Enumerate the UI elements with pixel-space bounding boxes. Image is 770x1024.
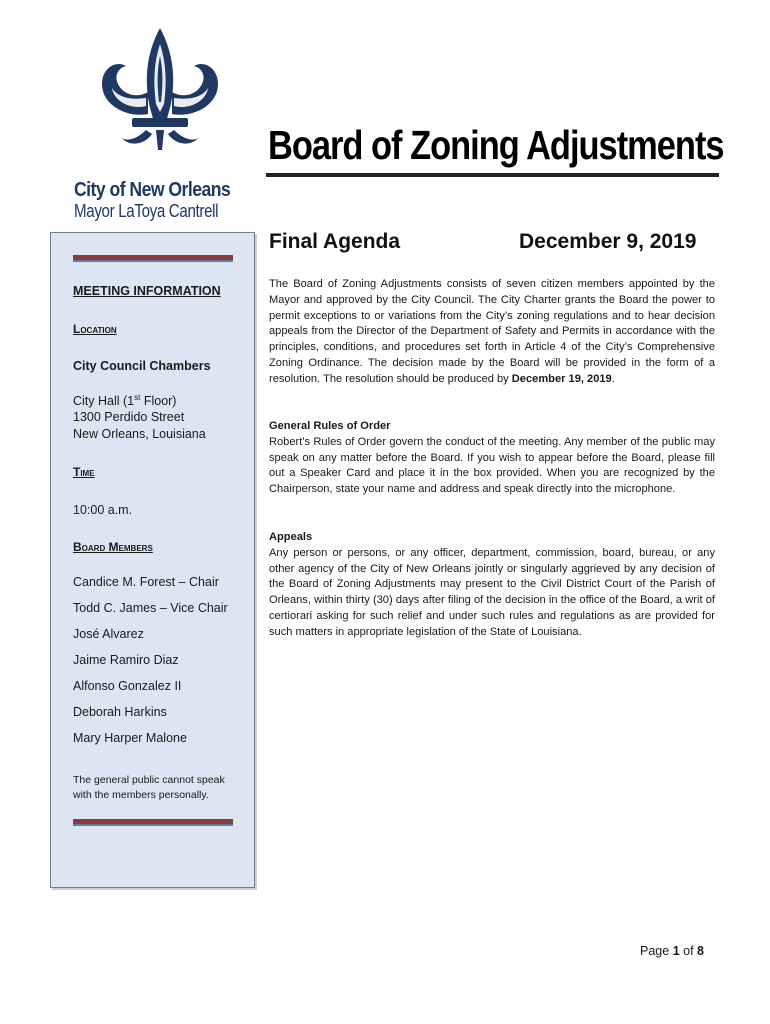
page-number: Page 1 of 8: [640, 944, 704, 958]
time-value: 10:00 a.m.: [73, 503, 133, 517]
public-note: The general public cannot speak with the members personally.: [73, 774, 225, 801]
intro-paragraph: The Board of Zoning Adjustments consists of seven citizen members appointed by the Mayor and approved by the City Council. The City Charter grants the Board the power to permit exceptions to or variations from the City’s zoning regulations and to hear decision appeals from the Director of the Department of Safety and Permits in accordance with the principles, conditions, and procedures set forth in Article 4 of the City’s Comprehensive Zoning Ordinance. The decision made by the Board will be provided in the form of a resolution. The resolution should be produced by December 19, 2019.: [269, 278, 715, 385]
appeals-title: Appeals: [269, 531, 313, 543]
address-line-3: New Orleans, Louisiana: [73, 427, 206, 441]
member-item: Mary Harper Malone: [73, 731, 187, 745]
rules-text: Robert’s Rules of Order govern the conduct of the meeting. Any member of the public may speak on any matter before the Board. If you wish to appear before the Board, please fill out a Speaker Card and place it in the box provided. When you are recognized by the Chairperson, state your name and address and speak directly into the microphone.: [269, 435, 715, 496]
sidebar-top-divider: [73, 255, 233, 262]
member-item: Candice M. Forest – Chair: [73, 575, 219, 589]
member-item: Alfonso Gonzalez II: [73, 679, 182, 693]
agenda-heading: Final Agenda: [269, 230, 401, 253]
members-heading: Board Members: [73, 540, 153, 554]
appeals-text: Any person or persons, or any officer, department, commission, board, bureau, or any other agency of the City of New Orleans jointly or singularly aggrieved by any decision of the Board of Zoning Adjustments may present to the Civil District Court of the Parish of Orleans, within thirty (30) days after filing of the decision in the office of the Board, a writ of certiorari asking for such relief and under such rules and regulations as are provided for such matters in appropriate legislation of the State of Louisiana.: [269, 546, 715, 638]
fleur-de-lis-icon: [88, 26, 233, 154]
page-title: Board of Zoning Adjustments: [268, 122, 724, 168]
member-item: Todd C. James – Vice Chair: [73, 601, 228, 615]
member-item: Jaime Ramiro Diaz: [73, 653, 179, 667]
logo-mayor-name: Mayor LaToya Cantrell: [74, 201, 219, 221]
member-item: José Alvarez: [73, 627, 144, 641]
logo-city-name: City of New Orleans: [74, 179, 231, 201]
rules-section: [269, 419, 715, 498]
resolution-date: December 19, 2019: [511, 372, 612, 385]
location-heading: Location: [73, 322, 117, 336]
city-logo: [70, 26, 240, 221]
title-divider: [266, 173, 719, 177]
location-name: City Council Chambers: [73, 359, 211, 373]
rules-title: General Rules of Order: [269, 420, 391, 432]
time-heading: Time: [73, 465, 95, 479]
sidebar-bottom-divider: [73, 819, 233, 826]
address-line-2: 1300 Perdido Street: [73, 410, 185, 424]
meeting-info-sidebar: [50, 232, 255, 888]
appeals-section: [269, 530, 715, 641]
agenda-date: December 9, 2019: [519, 230, 697, 253]
member-item: Deborah Harkins: [73, 705, 167, 719]
meeting-info-heading: MEETING INFORMATION: [73, 284, 221, 298]
address-line-1: City Hall (1st Floor): [73, 393, 177, 409]
